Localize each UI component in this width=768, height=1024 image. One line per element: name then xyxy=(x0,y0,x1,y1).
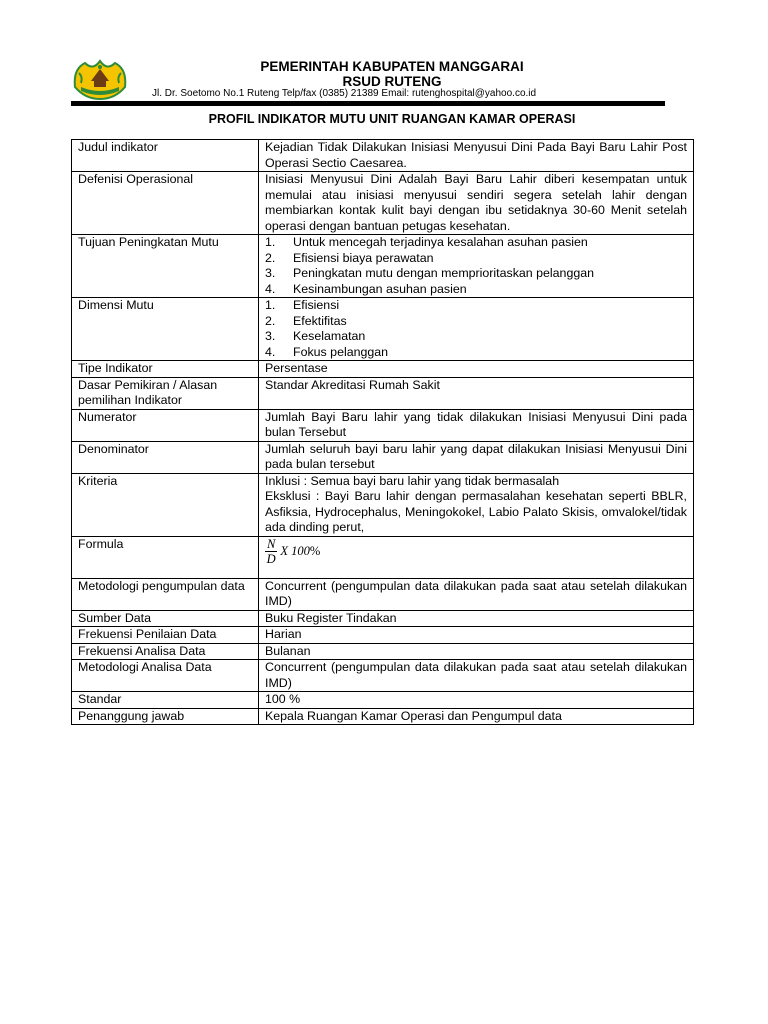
table-row xyxy=(72,536,694,578)
exclusion-criteria: Eksklusi : Bayi Baru lahir dengan permasalahan kesehatan seperti BBLR, Asfiksia, Hydrocephalus, Meningokokel, Labio Palato Skisis, omvalokel/tidak ada dinding perut, xyxy=(265,489,687,534)
row-value: Standar Akreditasi Rumah Sakit xyxy=(259,377,694,409)
fraction-denominator: D xyxy=(266,551,276,566)
row-label: Dasar Pemikiran / Alasan pemilihan Indikator xyxy=(72,377,259,409)
table-row xyxy=(72,172,694,235)
table-row xyxy=(72,473,694,536)
list-item: 4. Kesinambungan asuhan pasien xyxy=(265,281,467,296)
list-item: 2. Efisiensi biaya perawatan xyxy=(265,250,434,265)
inclusion-criteria: Inklusi : Semua bayi baru lahir yang tidak bermasalah xyxy=(265,473,560,488)
row-value: Bulanan xyxy=(259,643,694,660)
list-item: 2. Efektifitas xyxy=(265,313,347,328)
list-item: 3. Peningkatan mutu dengan memprioritaskan pelanggan xyxy=(265,266,595,280)
row-value: Kejadian Tidak Dilakukan Inisiasi Menyusui Dini Pada Bayi Baru Lahir Post Operasi Sectio Caesarea. xyxy=(259,140,694,172)
table-row xyxy=(72,409,694,441)
row-label: Frekuensi Analisa Data xyxy=(72,643,259,660)
row-value: Concurrent (pengumpulan data dilakukan pada saat atau setelah dilakukan IMD) xyxy=(259,578,694,610)
row-value xyxy=(259,235,694,298)
table-row xyxy=(72,235,694,298)
table-row xyxy=(72,660,694,692)
row-value: 100 % xyxy=(259,692,694,709)
table-row xyxy=(72,610,694,627)
table-row xyxy=(72,692,694,709)
row-value: Harian xyxy=(259,627,694,644)
row-label: Tipe Indikator xyxy=(72,361,259,378)
row-label: Tujuan Peningkatan Mutu xyxy=(72,235,259,298)
row-label: Judul indikator xyxy=(72,140,259,172)
list-item: 1. Untuk mencegah terjadinya kesalahan asuhan pasien xyxy=(265,235,588,249)
letterhead-divider xyxy=(71,101,665,106)
row-label: Formula xyxy=(72,536,259,578)
row-value xyxy=(259,536,694,578)
row-value: Concurrent (pengumpulan data dilakukan pada saat atau setelah dilakukan IMD) xyxy=(259,660,694,692)
row-value: Persentase xyxy=(259,361,694,378)
row-label: Kriteria xyxy=(72,473,259,536)
table-row xyxy=(72,298,694,361)
row-label: Numerator xyxy=(72,409,259,441)
fraction xyxy=(265,538,277,566)
table-row xyxy=(72,441,694,473)
government-name: PEMERINTAH KABUPATEN MANGGARAI xyxy=(260,59,524,74)
table-row xyxy=(72,643,694,660)
table-row xyxy=(72,361,694,378)
table-row xyxy=(72,627,694,644)
row-label: Metodologi Analisa Data xyxy=(72,660,259,692)
row-label: Dimensi Mutu xyxy=(72,298,259,361)
row-label: Denominator xyxy=(72,441,259,473)
table-row xyxy=(72,377,694,409)
hospital-address: Jl. Dr. Soetomo No.1 Ruteng Telp/fax (0385) 21389 Email: rutenghospital@yahoo.co.id xyxy=(152,88,537,99)
row-value: Jumlah seluruh bayi baru lahir yang dapat dilakukan Inisiasi Menyusui Dini pada bulan tersebut xyxy=(259,441,694,473)
hospital-name: RSUD RUTENG xyxy=(342,74,442,89)
row-value: Inisiasi Menyusui Dini Adalah Bayi Baru Lahir diberi kesempatan untuk memulai atau inisiasi menyusui sendiri segera setelah lahir dengan membiarkan kontak kulit bayi dengan ibu setidaknya 30-60 Menit setelah operasi dengan bantuan petugas kesehatan. xyxy=(259,172,694,235)
row-value xyxy=(259,473,694,536)
row-value: Jumlah Bayi Baru lahir yang tidak dilakukan Inisiasi Menyusui Dini pada bulan Tersebut xyxy=(259,409,694,441)
list-item: 1. Efisiensi xyxy=(265,298,340,312)
fraction-numerator: N xyxy=(267,536,276,551)
table-row xyxy=(72,578,694,610)
row-label: Frekuensi Penilaian Data xyxy=(72,627,259,644)
row-label: Sumber Data xyxy=(72,610,259,627)
row-label: Penanggung jawab xyxy=(72,708,259,725)
indicator-profile-table xyxy=(71,139,694,725)
numbered-list xyxy=(265,298,687,360)
table-row xyxy=(72,708,694,725)
list-item: 3. Keselamatan xyxy=(265,329,366,343)
row-label: Metodologi pengumpulan data xyxy=(72,578,259,610)
formula-multiplier: X 100% xyxy=(280,543,321,558)
row-label: Defenisi Operasional xyxy=(72,172,259,235)
row-value: Buku Register Tindakan xyxy=(259,610,694,627)
list-item: 4. Fokus pelanggan xyxy=(265,344,389,359)
row-label: Standar xyxy=(72,692,259,709)
table-row xyxy=(72,140,694,172)
document-title: PROFIL INDIKATOR MUTU UNIT RUANGAN KAMAR OPERASI xyxy=(208,112,576,126)
numbered-list xyxy=(265,235,687,297)
row-value xyxy=(259,298,694,361)
formula-expression xyxy=(265,538,320,566)
row-value: Kepala Ruangan Kamar Operasi dan Pengumpul data xyxy=(259,708,694,725)
